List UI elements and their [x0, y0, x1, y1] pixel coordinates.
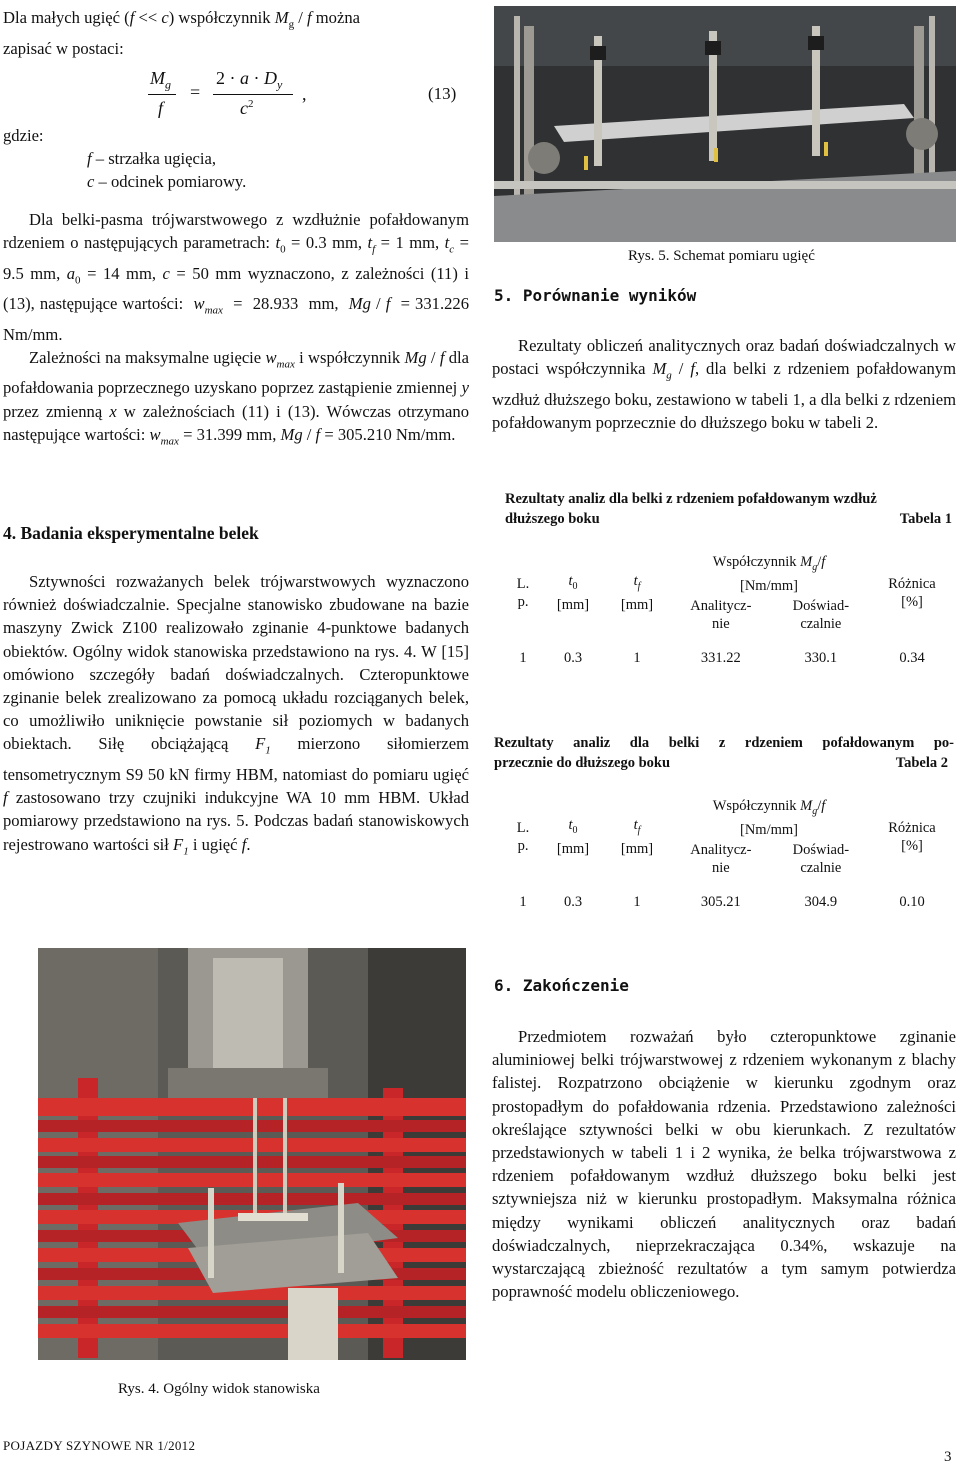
table-header-row — [505, 552, 955, 596]
table-2-label: Tabela 2 — [895, 755, 948, 771]
eq-lhs-fraction-line — [148, 94, 176, 95]
section-6-heading: 6. Zakończenie — [494, 976, 629, 995]
para-3-text: Sztywności rozważanych belek trójwarstwowych wyznaczono również doświadczalnie. Specjalne stanowisko zbudowane na bazie maszyny Zwick Z100 realizowało zginanie 4-punktowe badanych obiektów. Ogólny widok stanowiska przedstawiono na rys. 4. W [15] omówiono szczegóły badań doświadczalnych. Czteropunktowe zginanie belek zrealizowano za pomocą układu rozciąganych belek, co umożliwiło uniknięcie powstanie sił poziomych w badanych obiektach. Siłę obciążającą $F_1$ mierzono siłomierzem tensometrycznym S9 50 kN firmy HBM, natomiast do pomiaru ugięć f zastosowano trzy czujniki indukcyjne WA 10 mm HBM. Układ pomiarowy przedstawiono na rys. 5. Podczas badań stanowiskowych rejestrowano wartości sił $F_1$ i ugięć f. — [3, 572, 469, 857]
eq-lhs-bottom: f — [158, 98, 164, 118]
header-tf: $t_f$ [mm] — [620, 817, 654, 857]
eq-rhs-top: $2 \cdot a \cdot D_y$ — [216, 68, 283, 92]
header-analitycznie: Analitycz- nie — [690, 597, 752, 632]
header-wspolczynnik: Współczynnik $M_g/f$ [Nm/mm] — [712, 798, 826, 838]
para-5-text: Przedmiotem rozważań było czteropunktowe zginanie aluminiowej belki trójwarstwowej z rdzeniem wykonanym z blachy falistej. Rozpatrzono obciążenie w kierunku zgodnym oraz prostopadłym do pofałdowania rdzenia. Przedstawiono zależności określające sztywności belki w obu kierunkach. Z rezultatów przedstawionych w tabeli 1 i 2 wynika, że belka trójwarstwowa z rdzeniem pofałdowanym wzdłuż dłuższego boku belki jest sztywniejsza niż w kierunku prostopadłym. Maksymalna różnica między wynikami obliczeń analitycznych oraz badań doświadczalnych, nieprzekraczająca 0.34%, wskazuje na wystarczającą zbieżność rezultatów a tym samym potwierdza poprawność modelu obliczeniowego. — [492, 1027, 956, 1302]
eq-equals: = — [190, 82, 201, 102]
table-1-caption — [505, 489, 955, 529]
measurement-setup-illustration — [494, 6, 956, 242]
section-4-heading: 4. Badania eksperymentalne belek — [3, 523, 259, 543]
header-lp: L. p. — [516, 575, 530, 610]
header-tf: $t_f$ [mm] — [620, 573, 654, 613]
eq-rhs-sup: 2 — [248, 98, 254, 110]
paragraph-5 — [492, 1025, 956, 1303]
def-c: c – odcinek pomiarowy. — [87, 172, 247, 192]
header-roznica: Różnica [%] — [888, 575, 936, 610]
figure-4-photo — [38, 948, 466, 1360]
page-number: 3 — [944, 1449, 952, 1465]
para-1-text: Dla belki-pasma trójwarstwowego z wzdłużnie pofałdowanym rdzeniem o następujących parametrach: $t_0 = 0.3$ mm, $t_f = 1$ mm, $t_c = 9.5$ mm, $a_0 = 14$ mm, c = 50 mm wyznaczono, z zależności (11) i (13), następujące wartości: $w_{max} = 28.933$ mm, Mg / f = 331.226 Nm/mm. — [3, 210, 469, 344]
table-1-caption-line-1: Rezultaty analiz dla belki z rdzeniem pofałdowanym wzdłuż — [505, 491, 877, 507]
eq-rhs-bottom: c — [240, 98, 248, 118]
figure-5-caption: Rys. 5. Schemat pomiaru ugięć — [628, 248, 815, 264]
eq-rhs-fraction-line — [213, 94, 293, 95]
header-doswiadczalnie: Doświad- czalnie — [792, 597, 850, 632]
table-row: 1 0.3 1 305.21 304.9 0.10 — [519, 893, 925, 910]
table-2-caption-line-2: przecznie do dłuższego boku — [494, 755, 671, 771]
table-header-row — [505, 796, 955, 840]
table-2 — [505, 796, 955, 912]
eq-number: (13) — [428, 84, 457, 103]
table-1-caption-line-2: dłuższego boku — [505, 511, 600, 527]
header-roznica: Różnica [%] — [888, 819, 936, 854]
eq-lhs-top: M — [150, 68, 165, 88]
header-lp: L. p. — [516, 819, 530, 854]
definitions — [3, 124, 469, 194]
table-1-label: Tabela 1 — [899, 511, 952, 527]
para-2-text: Zależności na maksymalne ugięcie $w_{max}$ i współczynnik Mg / f dla pofałdowania poprzecznego uzyskano poprzez zastąpienie zmiennej y przez zmienną x w zależnościach (11) i (13). Wówczas otrzymano następujące wartości: $w_{max} = 31.399$ mm, Mg / f = 305.210 Nm/mm. — [3, 347, 469, 448]
figure-5-photo — [494, 6, 956, 242]
paragraph-3 — [3, 570, 469, 863]
test-stand-illustration — [38, 948, 466, 1360]
def-f: f – strzałka ugięcia, — [87, 149, 217, 169]
gdzie-label: gdzie: — [3, 126, 44, 145]
eq-comma: , — [302, 84, 307, 104]
header-t0: $t_0$ [mm] — [556, 817, 590, 857]
paragraph-1 — [3, 208, 469, 453]
table-1 — [505, 552, 955, 668]
table-2-caption — [494, 733, 954, 773]
table-row: 1 0.3 1 331.22 330.1 0.34 — [519, 649, 925, 666]
section-5-heading: 5. Porównanie wyników — [494, 286, 697, 305]
header-analitycznie: Analitycz- nie — [690, 841, 752, 876]
intro-line-1: Dla małych ugięć (f << c) współczynnik $M_g$ / f można — [3, 8, 360, 31]
left-column — [3, 6, 469, 60]
para-4-text: Rezultaty obliczeń analitycznych oraz badań doświadczalnych w postaci współczynnika $M_g$ / f, dla belki z rdzeniem pofałdowanym wzdłuż dłuższego boku, zestawiono w tabeli 1, a dla belki z rdzeniem pofałdowanym poprzecznie do dłuższego boku w tabeli 2. — [492, 336, 956, 432]
table-2-caption-line-1: Rezultaty analiz dla belki z rdzeniem pofałdowanym po- — [494, 735, 954, 751]
eq-lhs-sub: g — [165, 77, 171, 92]
intro-line-2: zapisać w postaci: — [3, 38, 124, 58]
header-t0: $t_0$ [mm] — [556, 573, 590, 613]
figure-4-caption: Rys. 4. Ogólny widok stanowiska — [118, 1381, 320, 1397]
paragraph-4 — [492, 334, 956, 434]
journal-footer: POJAZDY SZYNOWE NR 1/2012 — [3, 1438, 196, 1453]
header-wspolczynnik: Współczynnik $M_g/f$ [Nm/mm] — [712, 554, 826, 594]
header-doswiadczalnie: Doświad- czalnie — [792, 841, 850, 876]
